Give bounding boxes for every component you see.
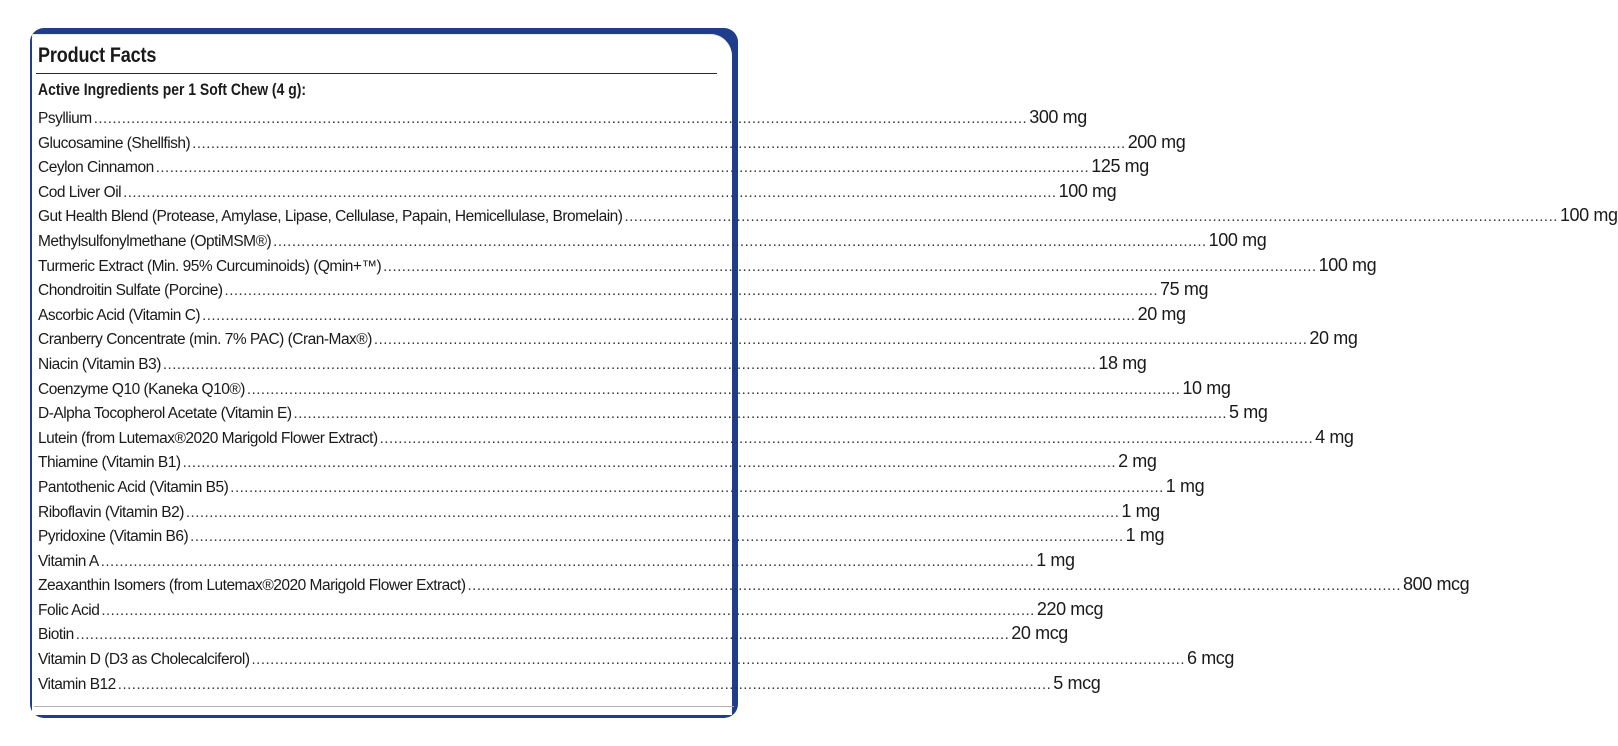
ingredient-row-vitamin-e — [38, 402, 1268, 427]
ingredient-row-riboflavin — [38, 500, 1160, 526]
ingredient-row-gut-health-blend — [38, 205, 1618, 230]
ingredient-amount: 300 mg — [1029, 107, 1087, 127]
ingredient-row-niacin — [38, 352, 1147, 378]
dot-leader: ........................................................................................................................................................................................................ — [101, 601, 1035, 619]
dot-leader: ........................................................................................................................................................................................................ — [379, 429, 1314, 447]
dot-leader: ........................................................................................................................................................................................................ — [293, 405, 1228, 423]
ingredient-name: Riboflavin (Vitamin B2) — [38, 503, 184, 521]
ingredient-name: Lutein (from Lutemax®2020 Marigold Flower Extract) — [38, 429, 378, 447]
ingredient-name: Vitamin B12 — [38, 675, 116, 693]
dot-leader: ........................................................................................................................................................................................................ — [273, 232, 1207, 250]
ingredient-name: D-Alpha Tocopherol Acetate (Vitamin E) — [38, 405, 292, 423]
ingredient-row-biotin — [38, 623, 1068, 648]
ingredient-name: Pantothenic Acid (Vitamin B5) — [38, 478, 229, 496]
ingredient-name: Pyridoxine (Vitamin B6) — [38, 528, 189, 546]
ingredient-row-vitamin-c — [38, 303, 1186, 329]
ingredient-amount: 2 mg — [1118, 451, 1157, 472]
ingredient-row-psyllium — [38, 107, 1087, 132]
ingredient-row-zeaxanthin — [38, 574, 1470, 599]
ingredient-amount: 18 mg — [1098, 352, 1147, 373]
ingredient-amount: 800 mcg — [1403, 574, 1470, 595]
ingredient-name: Folic Acid — [38, 601, 100, 619]
ingredient-row-coq10 — [38, 377, 1231, 403]
ingredient-name: Thiamine (Vitamin B1) — [38, 454, 181, 472]
ingredient-row-cranberry — [38, 328, 1358, 353]
ingredient-name: Psyllium — [38, 110, 92, 127]
ingredient-amount: 4 mg — [1315, 426, 1354, 447]
ingredient-row-cod-liver-oil — [38, 180, 1117, 206]
dot-leader: ........................................................................................................................................................................................................ — [224, 282, 1159, 300]
dot-leader: ........................................................................................................................................................................................................ — [373, 331, 1308, 349]
ingredient-name: Biotin — [38, 626, 74, 644]
ingredient-amount: 20 mg — [1137, 303, 1186, 324]
dot-leader: ........................................................................................................................................................................................................ — [383, 257, 1317, 275]
ingredient-name: Ceylon Cinnamon — [38, 159, 154, 177]
ingredient-row-folic-acid — [38, 598, 1104, 624]
dot-leader: ........................................................................................................................................................................................................ — [230, 478, 1164, 496]
ingredient-name: Coenzyme Q10 (Kaneka Q10®) — [38, 380, 245, 398]
ingredient-row-vitamin-b12 — [38, 672, 1101, 698]
ingredient-amount: 6 mcg — [1187, 648, 1235, 669]
ingredient-amount: 20 mg — [1309, 328, 1358, 349]
ingredient-amount: 100 mg — [1318, 254, 1377, 275]
ingredient-amount: 10 mg — [1182, 377, 1231, 398]
ingredient-row-msm — [38, 229, 1267, 255]
ingredient-name: Vitamin D (D3 as Cholecalciferol) — [38, 651, 250, 669]
ingredient-name: Cod Liver Oil — [38, 183, 122, 201]
ingredient-row-vitamin-d — [38, 648, 1235, 673]
ingredient-list — [38, 107, 1618, 697]
ingredient-amount: 220 mcg — [1036, 598, 1104, 619]
ingredient-row-turmeric — [38, 254, 1377, 280]
ingredient-name: Chondroitin Sulfate (Porcine) — [38, 282, 223, 300]
page-title: Product Facts — [38, 44, 157, 67]
ingredient-row-ceylon-cinnamon — [38, 156, 1149, 181]
dot-leader: ........................................................................................................................................................................................................ — [117, 675, 1052, 693]
dot-leader: ........................................................................................................................................................................................................ — [467, 577, 1402, 595]
ingredient-row-glucosamine — [38, 131, 1186, 157]
ingredient-amount: 75 mg — [1160, 279, 1209, 300]
ingredient-amount: 1 mg — [1125, 525, 1165, 546]
ingredient-row-pyridoxine — [38, 525, 1165, 550]
dot-leader: ........................................................................................................................................................................................................ — [100, 552, 1035, 570]
ingredient-name: Turmeric Extract (Min. 95% Curcuminoids) (Qmin+™) — [38, 257, 382, 275]
ingredient-amount: 1 mg — [1165, 475, 1205, 496]
ingredient-row-chondroitin — [38, 279, 1209, 304]
dot-leader: ........................................................................................................................................................................................................ — [93, 110, 1028, 127]
ingredient-row-lutein — [38, 426, 1354, 452]
dot-leader: ........................................................................................................................................................................................................ — [246, 380, 1181, 398]
ingredient-name: Glucosamine (Shellfish) — [38, 134, 191, 152]
ingredient-row-vitamin-a — [38, 549, 1075, 575]
dot-leader: ........................................................................................................................................................................................................ — [190, 528, 1124, 546]
dot-leader: ........................................................................................................................................................................................................ — [123, 183, 1057, 201]
dot-leader: ........................................................................................................................................................................................................ — [182, 454, 1117, 472]
ingredient-name: Vitamin A — [38, 552, 99, 570]
dot-leader: ........................................................................................................................................................................................................ — [75, 626, 1010, 644]
ingredient-row-pantothenic-acid — [38, 475, 1205, 501]
ingredient-name: Gut Health Blend (Protease, Amylase, Lipase, Cellulase, Papain, Hemicellulase, Bromelain) — [38, 208, 623, 226]
dot-leader: ........................................................................................................................................................................................................ — [202, 306, 1136, 324]
dot-leader: ........................................................................................................................................................................................................ — [185, 503, 1120, 521]
dot-leader: ........................................................................................................................................................................................................ — [155, 159, 1090, 177]
dot-leader: ........................................................................................................................................................................................................ — [162, 355, 1097, 373]
ingredient-amount: 5 mg — [1229, 402, 1268, 423]
dot-leader: ........................................................................................................................................................................................................ — [251, 651, 1185, 669]
ingredient-amount: 5 mcg — [1053, 672, 1101, 693]
ingredient-row-thiamine — [38, 451, 1157, 476]
ingredient-amount: 100 mg — [1208, 229, 1267, 250]
dot-leader: ........................................................................................................................................................................................................ — [624, 208, 1558, 226]
title-divider — [36, 73, 717, 74]
ingredient-name: Methylsulfonylmethane (OptiMSM®) — [38, 232, 272, 250]
ingredient-name: Cranberry Concentrate (min. 7% PAC) (Cran-Max®) — [38, 331, 372, 349]
serving-subheading: Active Ingredients per 1 Soft Chew (4 g): — [38, 80, 306, 99]
ingredient-name: Zeaxanthin Isomers (from Lutemax®2020 Marigold Flower Extract) — [38, 577, 466, 595]
ingredient-amount: 200 mg — [1127, 131, 1186, 152]
ingredient-amount: 100 mg — [1559, 205, 1618, 226]
dot-leader: ........................................................................................................................................................................................................ — [192, 134, 1126, 152]
ingredient-amount: 20 mcg — [1011, 623, 1068, 644]
ingredient-amount: 100 mg — [1058, 180, 1117, 201]
ingredient-amount: 1 mg — [1121, 500, 1160, 521]
ingredient-amount: 125 mg — [1091, 156, 1149, 177]
ingredient-amount: 1 mg — [1036, 549, 1075, 570]
ingredient-name: Niacin (Vitamin B3) — [38, 355, 161, 373]
bottom-divider — [34, 706, 734, 707]
ingredient-name: Ascorbic Acid (Vitamin C) — [38, 306, 201, 324]
